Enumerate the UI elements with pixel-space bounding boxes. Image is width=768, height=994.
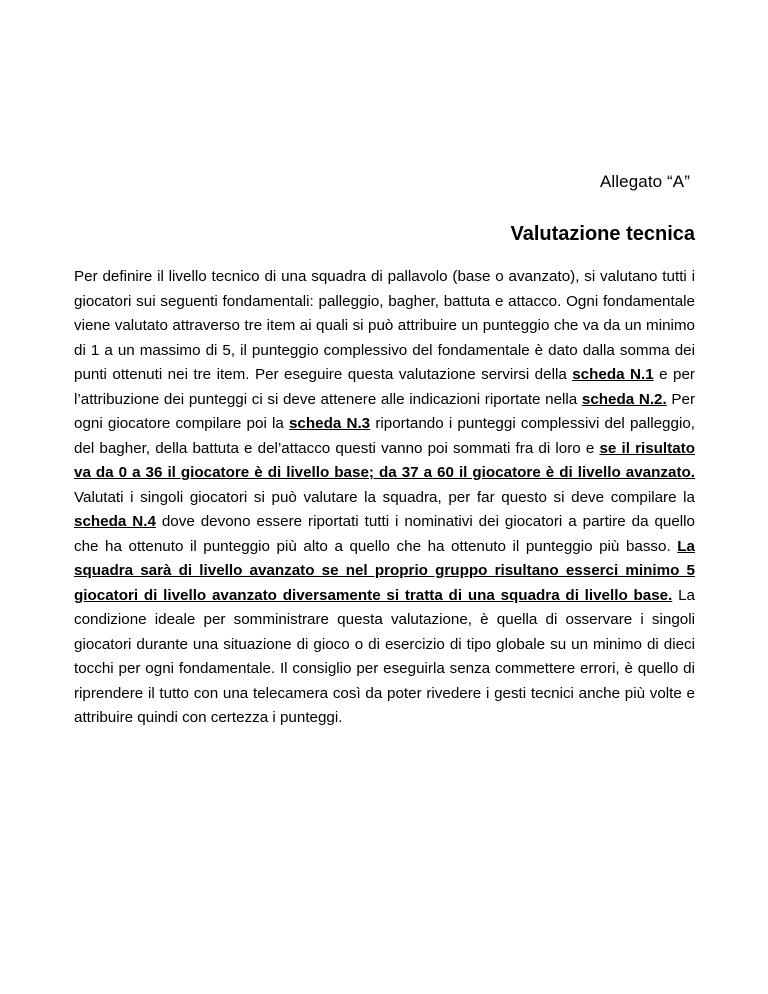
player-level-rule: se il risultato va da 0 a 36 il giocatore è di livello base; da 37 a 60 il giocatore è di livello avanzato.	[74, 439, 695, 481]
scheda-2-reference: scheda N.2.	[581, 390, 667, 408]
text-segment-6: dove devono essere riportati tutti i nominativi dei giocatori a partire da quello che ha ottenuto il punteggio più alto a quello che ha ottenuto il punteggio più basso.	[74, 513, 695, 555]
scheda-4-reference: scheda N.4	[74, 513, 156, 530]
body-paragraph	[74, 265, 695, 731]
scheda-1-reference: scheda N.1	[572, 366, 654, 383]
scheda-3-reference: scheda N.3	[288, 415, 371, 432]
text-segment-2: e per l’attribuzione dei punteggi ci si deve attenere alle indicazioni riportate nella	[74, 366, 695, 408]
page-title: Valutazione tecnica	[510, 223, 695, 245]
text-segment-7: La condizione ideale per somministrare questa valutazione, è quella di osservare i singoli giocatori durante una situazione di gioco o di esercizio di tipo globale su un minimo di dieci tocchi per ogni fondamentale. Il consiglio per eseguirla senza commettere errori, è quello di riprendere il tutto con una telecamera così da poter rivedere i gesti tecnici anche più volte e attribuire quindi con certezza i punteggi.	[74, 586, 695, 726]
text-segment-4: riportando i punteggi complessivi del palleggio, del bagher, della battuta e del’attacco questi vanno poi sommati fra di loro e	[74, 415, 695, 457]
text-segment-5: Valutati i singoli giocatori si può valutare la squadra, per far questo si deve compilare la	[74, 488, 695, 506]
attachment-label: Allegato “A”	[599, 172, 690, 191]
text-segment-3: Per ogni giocatore compilare poi la	[74, 390, 695, 432]
team-level-rule: La squadra sarà di livello avanzato se nel proprio gruppo risultano esserci minimo 5 giocatori di livello avanzato diversamente si tratta di una squadra di livello base.	[74, 537, 695, 604]
text-segment-1: Per definire il livello tecnico di una squadra di pallavolo (base o avanzato), si valutano tutti i giocatori sui seguenti fondamentali: palleggio, bagher, battuta e attacco. Ogni fondamentale viene valutato attraverso tre item ai quali si può attribuire un punteggio che va da un minimo di 1 a un massimo di 5, il punteggio complessivo del fondamentale è dato dalla somma dei punti ottenuti nei tre item. Per eseguire questa valutazione servirsi della	[74, 268, 695, 383]
